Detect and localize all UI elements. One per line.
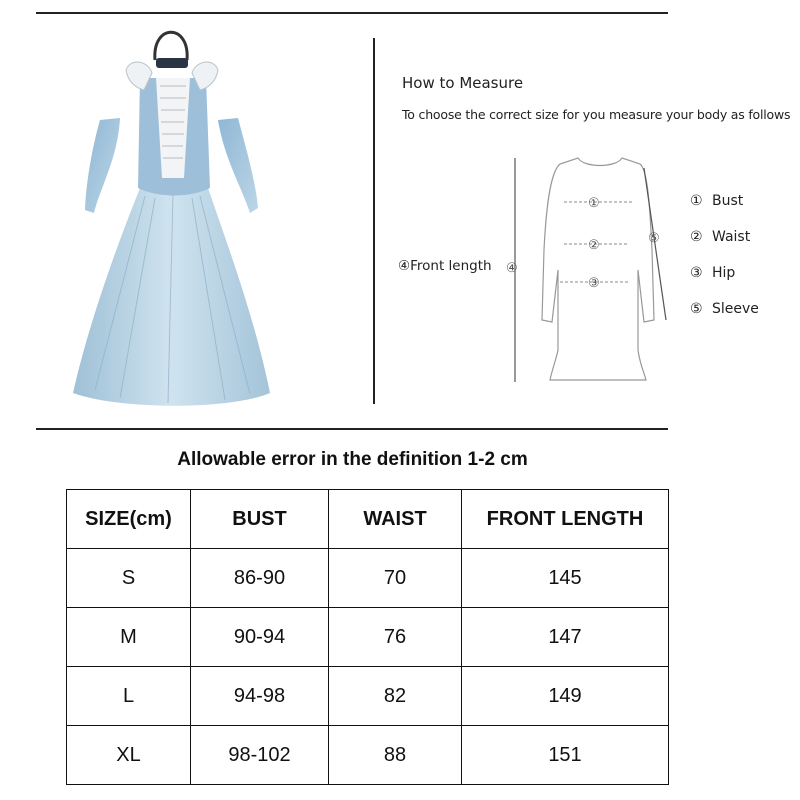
cell-size: L <box>67 667 191 726</box>
allowable-error-note: Allowable error in the definition 1-2 cm <box>177 449 528 470</box>
cell-bust: 86-90 <box>191 549 329 608</box>
cell-bust: 90-94 <box>191 608 329 667</box>
diagram-number-waist: ② <box>588 237 600 252</box>
size-table <box>66 489 669 785</box>
front-length-label: ④Front length <box>398 258 492 274</box>
dress-product-image <box>60 18 285 413</box>
table-row <box>67 549 669 608</box>
cell-size: S <box>67 549 191 608</box>
table-row <box>67 608 669 667</box>
diagram-number-sleeve: ⑤ <box>648 230 660 245</box>
table-header-row <box>67 490 669 549</box>
top-divider <box>36 12 668 14</box>
cell-waist: 88 <box>329 726 462 785</box>
cell-waist: 76 <box>329 608 462 667</box>
diagram-number-hip: ③ <box>588 275 600 290</box>
middle-divider <box>36 428 668 430</box>
cell-front-length: 151 <box>462 726 669 785</box>
cell-size: XL <box>67 726 191 785</box>
cell-front-length: 149 <box>462 667 669 726</box>
legend-bust: ① Bust <box>690 193 744 209</box>
legend-hip: ③ Hip <box>690 265 736 281</box>
header-waist: WAIST <box>329 490 462 549</box>
cell-bust: 98-102 <box>191 726 329 785</box>
cell-front-length: 147 <box>462 608 669 667</box>
table-row <box>67 667 669 726</box>
how-to-measure-title: How to Measure <box>402 74 524 92</box>
header-bust: BUST <box>191 490 329 549</box>
diagram-number-bust: ① <box>588 195 600 210</box>
header-front-length: FRONT LENGTH <box>462 490 669 549</box>
diagram-number-front-length: ④ <box>506 260 518 275</box>
legend-sleeve: ⑤ Sleeve <box>690 301 759 317</box>
cell-waist: 70 <box>329 549 462 608</box>
vertical-divider <box>373 38 375 404</box>
how-to-measure-subtitle: To choose the correct size for you measure your body as follows <box>402 107 791 122</box>
cell-waist: 82 <box>329 667 462 726</box>
table-row <box>67 726 669 785</box>
cell-size: M <box>67 608 191 667</box>
measurement-diagram <box>506 150 680 390</box>
cell-front-length: 145 <box>462 549 669 608</box>
cell-bust: 94-98 <box>191 667 329 726</box>
legend-waist: ② Waist <box>690 229 751 245</box>
header-size: SIZE(cm) <box>67 490 191 549</box>
